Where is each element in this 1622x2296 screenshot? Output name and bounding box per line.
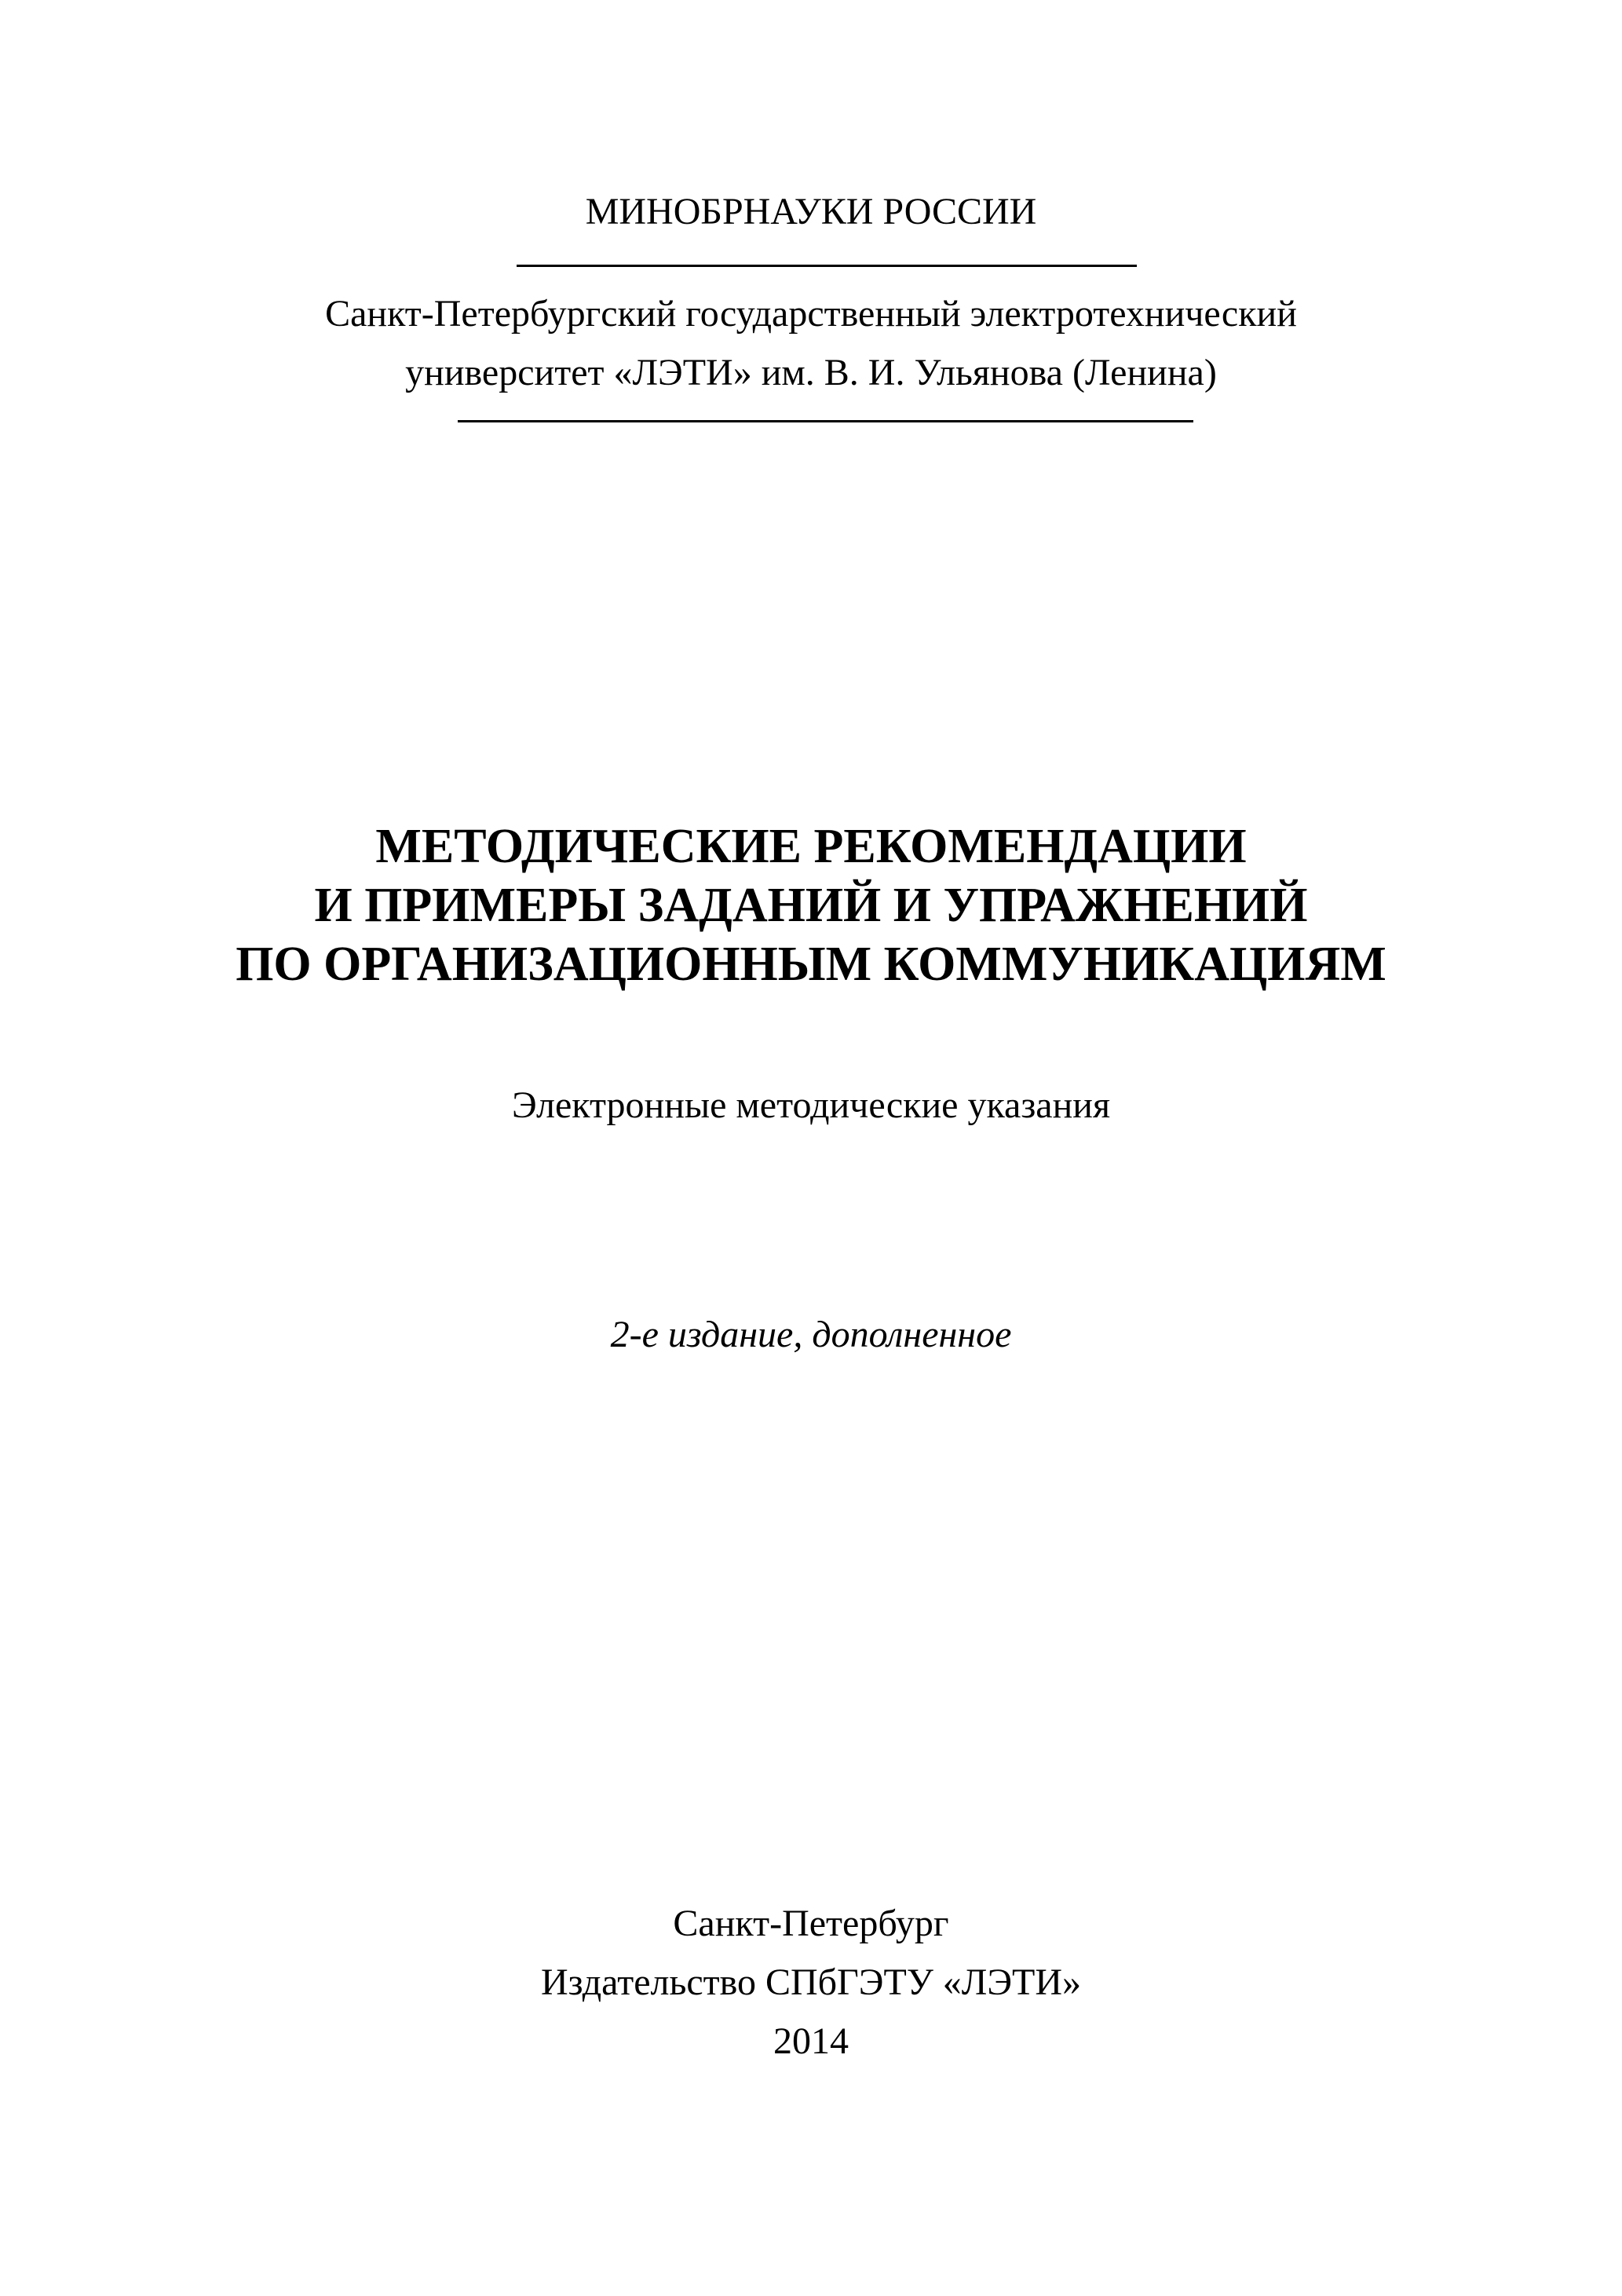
university-name-line-1: Санкт-Петербургский государственный электротехнический xyxy=(325,293,1297,335)
ministry-name: МИНОБРНАУКИ РОССИИ xyxy=(585,191,1037,232)
document-title-line-3: ПО ОРГАНИЗАЦИОННЫМ КОММУНИКАЦИЯМ xyxy=(236,938,1386,991)
document-subtitle: Электронные методические указания xyxy=(511,1084,1111,1126)
edition-note: 2-е издание, дополненное xyxy=(610,1314,1012,1355)
imprint-publisher: Издательство СПбГЭТУ «ЛЭТИ» xyxy=(540,1961,1082,2003)
imprint-city: Санкт-Петербург xyxy=(673,1903,949,1944)
document-title-line-2: И ПРИМЕРЫ ЗАДАНИЙ И УПРАЖНЕНИЙ xyxy=(314,879,1308,932)
university-name-line-2: университет «ЛЭТИ» им. В. И. Ульянова (Ленина) xyxy=(405,352,1217,393)
imprint-year: 2014 xyxy=(773,2020,849,2062)
document-title-line-1: МЕТОДИЧЕСКИЕ РЕКОМЕНДАЦИИ xyxy=(375,820,1247,873)
header-divider-bottom xyxy=(458,420,1193,422)
header-divider-top xyxy=(517,265,1137,267)
